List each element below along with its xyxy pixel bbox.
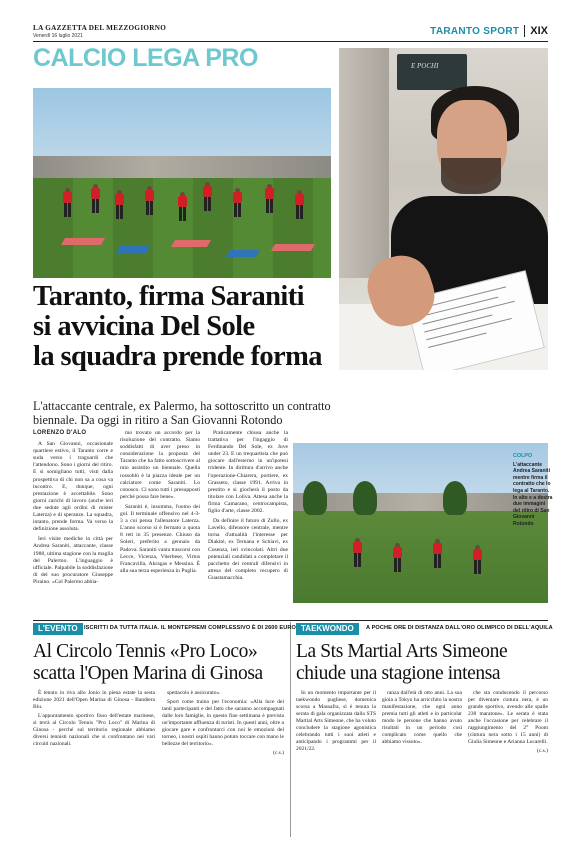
article-column-2: mo trovato un accordo per la risoluzione del contratto. Siamo soddisfatti di aver preso in considerazione la proposta del Taranto che ha fatto sottoscrivere al mio assistito un biennale. Quella rossoblù è la piazza ideale per un calciatore come Saraniti. Lo conosco. Ci sono tutti i presupposti perché possa fare bene». Saraniti è, insomma, l'uomo dei gol. Il terminale offensivo nel 4-3-3 a cui pensa l'allenatore Laterza. L'anno scorso si è fermato a quota 8 reti in 35 presenze. Chiuso da Soleri, preferito a gennaio da Padova. Saraniti vanta trascorsi con Lecce, Vicenza, Viterbese, Virtus Francavilla, Akragas e Messina. È alla sua terza esperienza in Puglia. (120, 430, 200, 574)
page-number: XIX (530, 25, 548, 37)
right-story-column-1: In un momento importante per il taekwondo pugliese, domenica scorsa a Massafra, si è tenuta la serata di gala organizzata dalla STS Martial Arts Simeone, che ha voluto concludere la stagione agonistica celebrando tutti i suoi atleti e anticipando i programmi per il 2021/22. (296, 690, 376, 752)
right-story-column-2: ranza dall'età di otto anni. La sua gioia a Tokyo ha arricchito la nostra manifestazione, che ogni anno premia tutti gli atleti e in particolar modo le persone che hanno avuto risultati in un periodo così complicato come quello che abbiamo vissuto». (382, 690, 462, 745)
byline: LORENZO D'ALO (33, 430, 87, 436)
column-divider (290, 622, 291, 837)
store-sign-text: E POCHI (411, 62, 439, 70)
paper-name: LA GAZZETTA DEL MEZZOGIORNO (33, 24, 167, 32)
issue-date: Venerdì 16 luglio 2021 (33, 33, 83, 39)
store-sign (397, 54, 467, 90)
right-story-column-3: che sta conducendo il percorso per diventare cintura nera, è un grande sportivo, avendo alle spalle 238 maratone». Le serata è stata anche l'occasione per celebrare il raggiungimento del 2° Poom (cintura nera sotto i 15 anni) di Giulia Simeone e Arianna Lucarelli. (c.s.) (468, 690, 548, 754)
caption-kicker: COLPO (513, 453, 533, 459)
subheadline: L'attaccante centrale, ex Palermo, ha sottoscritto un contratto biennale. Da oggi in ritiro a San Giovanni Rotondo (33, 399, 331, 427)
hills (33, 156, 331, 178)
tag-taekwondo: TAEKWONDO (296, 623, 359, 635)
retreat-photo (293, 443, 548, 603)
right-story-headline: La Sts Martial Arts Simeone chiude una stagione intensa (296, 641, 508, 684)
tag-note-right: A POCHE ORE DI DISTANZA DALL'ORO OLIMPICO DI DELL'AQUILA (366, 625, 553, 631)
left-story-headline: Al Circolo Tennis «Pro Loco» scatta l'Open Marina di Ginosa (33, 641, 263, 684)
main-headline: Taranto, firma Saraniti si avvicina Del Sole la squadra prende forma (33, 281, 322, 372)
tag-note-left: ISCRITTI DA TUTTA ITALIA. IL MONTEPREMI COMPLESSIVO È DI 2600 EURO (84, 625, 296, 631)
masthead (33, 24, 548, 42)
divider (524, 25, 525, 37)
section-rule (33, 620, 548, 621)
left-story-column-2: spettacolo è assicurato». Sport come traino per l'economia: «Alla luce dei tanti partecipanti e del fatto che saranno accompagnati dalle loro famiglie, in questo fine settimana è prevista un'importante affluenza di turisti. In questi anni, oltre a giocare gare e confrontarci con noi le emozioni del torneo, i nostri ospiti hanno potuto toccare con mano le bellezze del territorio». (c.s.) (162, 690, 284, 756)
caption-text: L'attaccante Andrea Saraniti mentre firma il contratto che lo lega al Taranto. In alto e a destra due immagini del ritiro di San Giovanni Rotondo (513, 461, 553, 527)
signing-photo (339, 48, 548, 370)
section-title: CALCIO LEGA PRO (33, 44, 258, 72)
training-photo (33, 88, 331, 278)
article-column-1: LORENZO D'ALO A San Giovanni, occasionale quartiere estivo, il Taranto corre e suda verso i traguardi che l'attendono. Sono i giorni del ritiro. E si somigliano tutti, visti dalla prospettiva di chi non sa a cosa va incontro. E, dunque, ogni prestazione è accettabile. Sono giorni carichi di lavoro (anche ieri due sedute agli ordini di mister Laterza) e di speranze. La squadra, intanto, prende forma. Va verso la definizione assoluta. Ieri visite mediche in città per Andrea Saraniti, attaccante, classe 1988, ultima stagione con la maglia del Palermo. L'inguaggio è ufficiale. Palpabile la soddisfazione di del suo procuratore Giuseppe Piraino. «Col Palermo abbia- (33, 430, 113, 585)
section-name: TARANTO SPORT (430, 25, 520, 37)
photo-caption (513, 453, 553, 528)
left-story-column-1: È tenuto in riva allo Jonio in piena estate la sesta edizione 2021 dell'Open Marina di Ginosa - Bandiera Blu. L'appuntamento sportivo fisso dell'estate marinese, si terrà al Circolo Tennis "Pro Loco" di Marina di Ginosa - perché sul territorio regionale abbiamo diversi tennisti nazionali che si confrontano nei vari circuiti nazionali. (33, 690, 155, 747)
section-header (430, 25, 548, 37)
tag-evento: L'EVENTO (33, 623, 83, 635)
article-column-3: Praticamente chiusa anche la trattativa per l'ingaggio di Ferdinando Del Sole, ex Juve under 23. E un trequartista che può giocare dall'esterno in un'ipotesi tridente. In dirittura d'arrivo anche l'operazione-Chiarera, portiere, ex Grasseto, classe 1991. Arriva in prestito e si giocherà il posto da titolare con Loliva. Attesa anche la firma Camarano, centrocampista, figlio d'arte, classe 2002. Da definire il futuro di Zullo, ex Lavello, difensore centrale, mentre torna d'attualità l'interesse per Diakité, ex Ternana e Schiavi, ex Cosenza, ieri svincolati. Altri due potenziali candidati a completare il pacchetto dei centrali difensivi in attesa del completo recupero di Guastamacchia. (208, 430, 288, 581)
